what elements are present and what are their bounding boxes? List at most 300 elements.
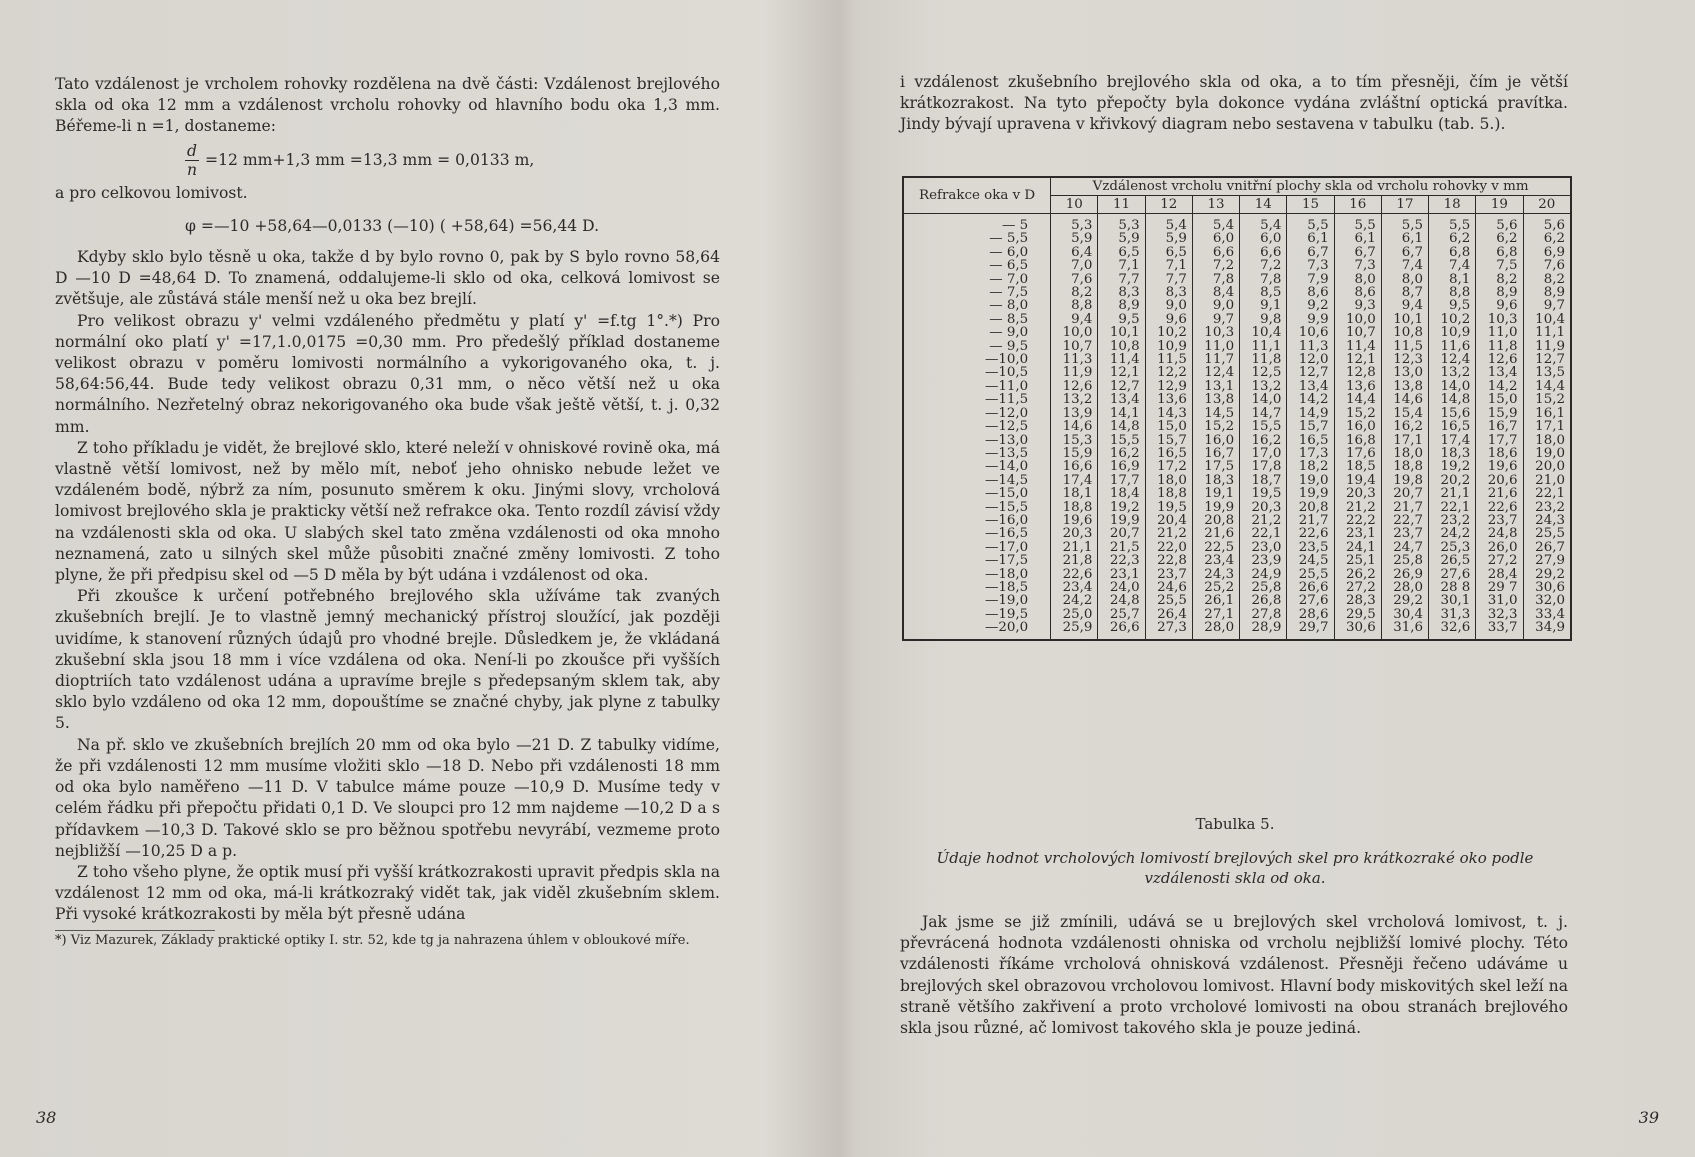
value-cell: 14,2 <box>1476 380 1523 393</box>
value-cell: 5,4 <box>1145 214 1192 233</box>
value-cell: 7,0 <box>1051 259 1098 272</box>
value-cell: 22,0 <box>1145 541 1192 554</box>
value-cell: 29,7 <box>1287 621 1334 639</box>
value-cell: 25,0 <box>1051 608 1098 621</box>
value-cell: 7,2 <box>1240 259 1287 272</box>
value-cell: 21,5 <box>1098 541 1145 554</box>
paragraph: i vzdálenost zkušebního brejlového skla od oka, a to tím přesněji, čím je větší krátkozrakost. Na tyto přepočty byla dokonce vydána zvláštní optická pravítka. Jindy bývají upravena v křivkový diagram nebo sestavena v tabulku (tab. 5.). <box>900 73 1568 134</box>
value-cell: 11,0 <box>1476 326 1523 339</box>
value-cell: 7,4 <box>1381 259 1428 272</box>
value-cell: 26,0 <box>1476 541 1523 554</box>
value-cell: 19,2 <box>1098 501 1145 514</box>
table-body <box>903 214 1571 640</box>
value-cell: 11,5 <box>1145 353 1192 366</box>
value-cell: 23,7 <box>1145 568 1192 581</box>
value-cell: 28,0 <box>1192 621 1239 639</box>
value-cell: 6,9 <box>1523 246 1571 259</box>
value-cell: 9,1 <box>1240 299 1287 312</box>
value-cell: 18,8 <box>1381 460 1428 473</box>
table-row <box>903 581 1571 594</box>
value-cell: 9,7 <box>1523 299 1571 312</box>
value-cell: 23,1 <box>1098 568 1145 581</box>
refrakce-cell: — 5,5 <box>989 231 1029 247</box>
value-cell: 11,9 <box>1523 340 1571 353</box>
value-cell: 10,6 <box>1287 326 1334 339</box>
value-cell: 25,8 <box>1381 554 1428 567</box>
table-row <box>903 514 1571 527</box>
formula-distance <box>185 142 720 179</box>
value-cell: 21,0 <box>1523 474 1571 487</box>
refrakce-cell: —14,5 <box>984 472 1029 488</box>
value-cell: 19,9 <box>1098 514 1145 527</box>
value-cell: 7,4 <box>1429 259 1476 272</box>
value-cell: 15,9 <box>1051 447 1098 460</box>
value-cell: 32,3 <box>1476 608 1523 621</box>
value-cell: 29,2 <box>1523 568 1571 581</box>
value-cell: 21,6 <box>1192 527 1239 540</box>
value-cell: 20,7 <box>1381 487 1428 500</box>
value-cell: 12,0 <box>1287 353 1334 366</box>
value-cell: 13,1 <box>1192 380 1239 393</box>
value-cell: 8,9 <box>1523 286 1571 299</box>
value-cell: 13,8 <box>1381 380 1428 393</box>
value-cell: 27,2 <box>1334 581 1381 594</box>
value-cell: 23,7 <box>1381 527 1428 540</box>
value-cell: 21,2 <box>1240 514 1287 527</box>
value-cell: 17,0 <box>1240 447 1287 460</box>
value-cell: 9,4 <box>1051 313 1098 326</box>
table-row <box>903 594 1571 607</box>
table-row <box>903 366 1571 379</box>
value-cell: 10,8 <box>1098 340 1145 353</box>
value-cell: 10,3 <box>1476 313 1523 326</box>
paragraph: Pro velikost obrazu y' velmi vzdáleného předmětu y platí y' =f.tg 1°.*) Pro normální oko platí y' =17,1.0,0175 =0,30 mm. Pro předešlý příklad dostaneme velikost obrazu v poměru lomivosti normálního a vykorigovaného oka, t. j. 58,64:56,44. Bude tedy velikost obrazu 0,31 mm, o něco větší než u oka normálního. Nezřetelný obraz nekorigovaného oka bude však ještě větší, t. j. 0,32 mm. <box>55 311 720 436</box>
value-cell: 8,9 <box>1476 286 1523 299</box>
value-cell: 18,5 <box>1334 460 1381 473</box>
value-cell: 25,5 <box>1287 568 1334 581</box>
value-cell: 16,2 <box>1098 447 1145 460</box>
table-row <box>903 568 1571 581</box>
table-row <box>903 447 1571 460</box>
value-cell: 12,9 <box>1145 380 1192 393</box>
value-cell: 12,6 <box>1476 353 1523 366</box>
corner-header: Refrakce oka v D <box>903 177 1051 214</box>
refrakce-cell: —14,0 <box>984 459 1029 475</box>
value-cell: 28,3 <box>1334 594 1381 607</box>
column-header: 13 <box>1192 196 1239 214</box>
value-cell: 27,8 <box>1240 608 1287 621</box>
right-body-text <box>900 912 1568 1039</box>
refrakce-cell: — 8,0 <box>989 298 1029 314</box>
value-cell: 6,1 <box>1334 232 1381 245</box>
value-cell: 10,7 <box>1051 340 1098 353</box>
value-cell: 19,4 <box>1334 474 1381 487</box>
value-cell: 13,8 <box>1192 393 1239 406</box>
table-row <box>903 420 1571 433</box>
value-cell: 12,7 <box>1287 366 1334 379</box>
value-cell: 19,9 <box>1287 487 1334 500</box>
value-cell: 26,7 <box>1523 541 1571 554</box>
value-cell: 10,9 <box>1429 326 1476 339</box>
value-cell: 21,2 <box>1334 501 1381 514</box>
value-cell: 7,1 <box>1098 259 1145 272</box>
refrakce-cell: — 5 <box>1002 218 1029 233</box>
value-cell: 16,2 <box>1381 420 1428 433</box>
value-cell: 19,8 <box>1381 474 1428 487</box>
value-cell: 30,1 <box>1429 594 1476 607</box>
footnote: *) Viz Mazurek, Základy praktické optiky I. str. 52, kde tg ja nahrazena úhlem v obloukové míře. <box>55 932 690 948</box>
column-header: 20 <box>1523 196 1571 214</box>
value-cell: 26,9 <box>1381 568 1428 581</box>
value-cell: 11,5 <box>1381 340 1428 353</box>
value-cell: 6,1 <box>1381 232 1428 245</box>
value-cell: 11,8 <box>1476 340 1523 353</box>
value-cell: 8,2 <box>1051 286 1098 299</box>
value-cell: 24,8 <box>1098 594 1145 607</box>
value-cell: 14,0 <box>1240 393 1287 406</box>
value-cell: 8,2 <box>1476 273 1523 286</box>
value-cell: 16,9 <box>1098 460 1145 473</box>
value-cell: 5,9 <box>1145 232 1192 245</box>
value-cell: 26,6 <box>1287 581 1334 594</box>
data-table <box>902 176 1572 641</box>
value-cell: 15,3 <box>1051 434 1098 447</box>
value-cell: 8,5 <box>1240 286 1287 299</box>
table-description: Údaje hodnot vrcholových lomivostí brejlových skel pro krátkozraké oko podle vzdálenosti skla od oka. <box>936 849 1534 887</box>
value-cell: 23,1 <box>1334 527 1381 540</box>
value-cell: 24,5 <box>1287 554 1334 567</box>
value-cell: 9,9 <box>1287 313 1334 326</box>
value-cell: 26,8 <box>1240 594 1287 607</box>
value-cell: 6,8 <box>1429 246 1476 259</box>
value-cell: 30,6 <box>1334 621 1381 639</box>
column-header: 19 <box>1476 196 1523 214</box>
value-cell: 13,5 <box>1523 366 1571 379</box>
value-cell: 17,5 <box>1192 460 1239 473</box>
value-cell: 8,7 <box>1381 286 1428 299</box>
value-cell: 24,0 <box>1098 581 1145 594</box>
table-row <box>903 460 1571 473</box>
value-cell: 7,3 <box>1287 259 1334 272</box>
value-cell: 13,2 <box>1051 393 1098 406</box>
column-header: 18 <box>1429 196 1476 214</box>
value-cell: 33,7 <box>1476 621 1523 639</box>
value-cell: 9,2 <box>1287 299 1334 312</box>
value-cell: 10,2 <box>1429 313 1476 326</box>
table-row <box>903 340 1571 353</box>
paragraph: Tato vzdálenost je vrcholem rohovky rozdělena na dvě části: Vzdálenost brejlového skla od oka 12 mm a vzdálenost vrcholu rohovky od hlavního bodu oka 1,3 mm. Béřeme-li n =1, dostaneme: <box>55 75 720 136</box>
value-cell: 11,7 <box>1192 353 1239 366</box>
value-cell: 16,8 <box>1334 434 1381 447</box>
value-cell: 22,3 <box>1098 554 1145 567</box>
value-cell: 14,8 <box>1098 420 1145 433</box>
value-cell: 31,3 <box>1429 608 1476 621</box>
value-cell: 19,0 <box>1287 474 1334 487</box>
value-cell: 22,1 <box>1429 501 1476 514</box>
table-row <box>903 214 1571 233</box>
value-cell: 18,2 <box>1287 460 1334 473</box>
value-cell: 9,8 <box>1240 313 1287 326</box>
table-row <box>903 474 1571 487</box>
value-cell: 16,7 <box>1476 420 1523 433</box>
value-cell: 5,3 <box>1051 214 1098 233</box>
value-cell: 18,3 <box>1192 474 1239 487</box>
value-cell: 14,6 <box>1381 393 1428 406</box>
refrakce-cell: —13,0 <box>984 432 1029 448</box>
value-cell: 12,1 <box>1334 353 1381 366</box>
value-cell: 12,6 <box>1051 380 1098 393</box>
column-header: 11 <box>1098 196 1145 214</box>
value-cell: 16,1 <box>1523 407 1571 420</box>
value-cell: 16,2 <box>1240 434 1287 447</box>
value-cell: 8,0 <box>1381 273 1428 286</box>
value-cell: 25,2 <box>1192 581 1239 594</box>
value-cell: 9,5 <box>1098 313 1145 326</box>
value-cell: 15,0 <box>1476 393 1523 406</box>
table-title: Tabulka 5. <box>1195 815 1275 833</box>
value-cell: 5,6 <box>1523 214 1571 233</box>
value-cell: 9,5 <box>1429 299 1476 312</box>
value-cell: 10,1 <box>1381 313 1428 326</box>
value-cell: 20,3 <box>1051 527 1098 540</box>
value-cell: 8,0 <box>1334 273 1381 286</box>
value-cell: 27,9 <box>1523 554 1571 567</box>
value-cell: 24,7 <box>1381 541 1428 554</box>
value-cell: 6,2 <box>1476 232 1523 245</box>
value-cell: 21,1 <box>1429 487 1476 500</box>
value-cell: 10,9 <box>1145 340 1192 353</box>
value-cell: 20,0 <box>1523 460 1571 473</box>
value-cell: 29,2 <box>1381 594 1428 607</box>
value-cell: 7,9 <box>1287 273 1334 286</box>
value-cell: 20,3 <box>1334 487 1381 500</box>
refrakce-cell: —13,5 <box>984 445 1029 461</box>
value-cell: 26,4 <box>1145 608 1192 621</box>
value-cell: 26,6 <box>1098 621 1145 639</box>
value-cell: 14,0 <box>1429 380 1476 393</box>
value-cell: 17,4 <box>1051 474 1098 487</box>
right-intro-text <box>900 72 1568 136</box>
value-cell: 17,7 <box>1476 434 1523 447</box>
value-cell: 20,7 <box>1098 527 1145 540</box>
value-cell: 7,8 <box>1240 273 1287 286</box>
value-cell: 8,8 <box>1429 286 1476 299</box>
value-cell: 25,8 <box>1240 581 1287 594</box>
span-header: Vzdálenost vrcholu vnitřní plochy skla od vrcholu rohovky v mm <box>1051 177 1571 196</box>
value-cell: 12,7 <box>1098 380 1145 393</box>
table-row <box>903 527 1571 540</box>
value-cell: 17,8 <box>1240 460 1287 473</box>
value-cell: 15,0 <box>1145 420 1192 433</box>
value-cell: 25,3 <box>1429 541 1476 554</box>
table-row <box>903 407 1571 420</box>
value-cell: 6,1 <box>1287 232 1334 245</box>
value-cell: 18,0 <box>1523 434 1571 447</box>
value-cell: 24,1 <box>1334 541 1381 554</box>
value-cell: 15,7 <box>1145 434 1192 447</box>
value-cell: 13,6 <box>1334 380 1381 393</box>
value-cell: 17,4 <box>1429 434 1476 447</box>
value-cell: 11,4 <box>1098 353 1145 366</box>
value-cell: 16,6 <box>1051 460 1098 473</box>
value-cell: 20,8 <box>1192 514 1239 527</box>
value-cell: 23,2 <box>1523 501 1571 514</box>
value-cell: 19,1 <box>1192 487 1239 500</box>
value-cell: 8,2 <box>1523 273 1571 286</box>
value-cell: 21,2 <box>1145 527 1192 540</box>
refrakce-cell: —15,0 <box>984 486 1029 502</box>
value-cell: 12,3 <box>1381 353 1428 366</box>
value-cell: 26,5 <box>1429 554 1476 567</box>
value-cell: 18,0 <box>1381 447 1428 460</box>
value-cell: 32,6 <box>1429 621 1476 639</box>
table-row <box>903 608 1571 621</box>
value-cell: 22,1 <box>1240 527 1287 540</box>
value-cell: 13,4 <box>1098 393 1145 406</box>
value-cell: 11,6 <box>1429 340 1476 353</box>
value-cell: 14,8 <box>1429 393 1476 406</box>
value-cell: 27,2 <box>1476 554 1523 567</box>
column-header: 10 <box>1051 196 1098 214</box>
table-row <box>903 621 1571 639</box>
page-number: 38 <box>36 1108 57 1127</box>
value-cell: 28 8 <box>1429 581 1476 594</box>
value-cell: 20,2 <box>1429 474 1476 487</box>
value-cell: 6,2 <box>1523 232 1571 245</box>
refrakce-cell: —12,0 <box>984 405 1029 421</box>
value-cell: 31,0 <box>1476 594 1523 607</box>
value-cell: 10,4 <box>1240 326 1287 339</box>
table-row <box>903 232 1571 245</box>
value-cell: 11,8 <box>1240 353 1287 366</box>
paragraph: Z toho příkladu je vidět, že brejlové sklo, které neleží v ohniskové rovině oka, má vlastně větší lomivost, než by mělo mít, neboť jeho ohnisko nebude ležet ve vzdáleném bodě, nýbrž za ním, posunuto směrem k oku. Jinými slovy, vrcholová lomivost brejlového skla je prakticky větší než refrakce oka. Tento rozdíl závisí vždy na vzdálenosti skla od oka. U slabých skel tato změna vzdálenosti od oka mnoho neznamená, zato u silných skel může působiti značné změny lomivosti. Z toho plyne, že při předpisu skel od —5 D měla by být udána i vzdálenost od oka. <box>55 438 720 585</box>
value-cell: 21,7 <box>1381 501 1428 514</box>
fraction-denominator: n <box>186 160 198 179</box>
value-cell: 15,2 <box>1334 407 1381 420</box>
value-cell: 26,1 <box>1192 594 1239 607</box>
refrakce-cell: — 6,0 <box>989 244 1029 260</box>
value-cell: 18,6 <box>1476 447 1523 460</box>
column-header: 16 <box>1334 196 1381 214</box>
formula-lomivost: φ =—10 +58,64—0,0133 (—10) ( +58,64) =56,44 D. <box>185 216 600 235</box>
value-cell: 5,5 <box>1381 214 1428 233</box>
value-cell: 23,0 <box>1240 541 1287 554</box>
value-cell: 30,6 <box>1523 581 1571 594</box>
page-number: 39 <box>1638 1108 1659 1127</box>
value-cell: 7,6 <box>1523 259 1571 272</box>
value-cell: 22,6 <box>1051 568 1098 581</box>
value-cell: 25,9 <box>1051 621 1098 639</box>
value-cell: 8,6 <box>1287 286 1334 299</box>
refrakce-cell: —17,5 <box>984 553 1029 569</box>
value-cell: 12,5 <box>1240 366 1287 379</box>
value-cell: 14,7 <box>1240 407 1287 420</box>
value-cell: 9,6 <box>1145 313 1192 326</box>
value-cell: 19,5 <box>1240 487 1287 500</box>
paragraph: Z toho všeho plyne, že optik musí při vyšší krátkozrakosti upravit předpis skla na vzdálenost 12 mm od oka, má-li krátkozraký vidět tak, jak viděl zkušebním sklem. Při vysoké krátkozrakosti by měla být přesně udána <box>55 862 720 924</box>
value-cell: 16,0 <box>1192 434 1239 447</box>
value-cell: 9,3 <box>1334 299 1381 312</box>
value-cell: 25,7 <box>1098 608 1145 621</box>
value-cell: 23,9 <box>1240 554 1287 567</box>
value-cell: 5,9 <box>1098 232 1145 245</box>
value-cell: 20,8 <box>1287 501 1334 514</box>
table-row <box>903 380 1571 393</box>
refrakce-cell: —19,5 <box>984 606 1029 622</box>
value-cell: 22,2 <box>1334 514 1381 527</box>
value-cell: 9,0 <box>1192 299 1239 312</box>
value-cell: 14,6 <box>1051 420 1098 433</box>
refrakce-cell: —10,0 <box>984 352 1029 368</box>
value-cell: 16,0 <box>1334 420 1381 433</box>
refrakce-cell: —16,5 <box>984 526 1029 542</box>
value-cell: 19,5 <box>1145 501 1192 514</box>
refrakce-cell: — 9,5 <box>989 338 1029 354</box>
value-cell: 24,2 <box>1429 527 1476 540</box>
value-cell: 11,3 <box>1051 353 1098 366</box>
value-cell: 28,0 <box>1381 581 1428 594</box>
value-cell: 27,1 <box>1192 608 1239 621</box>
value-cell: 24,3 <box>1523 514 1571 527</box>
value-cell: 10,0 <box>1334 313 1381 326</box>
value-cell: 8,1 <box>1429 273 1476 286</box>
value-cell: 19,6 <box>1476 460 1523 473</box>
value-cell: 7,2 <box>1192 259 1239 272</box>
table-row <box>903 541 1571 554</box>
value-cell: 19,0 <box>1523 447 1571 460</box>
value-cell: 14,3 <box>1145 407 1192 420</box>
value-cell: 34,9 <box>1523 621 1571 639</box>
value-cell: 18,1 <box>1051 487 1098 500</box>
table-row <box>903 246 1571 259</box>
value-cell: 9,7 <box>1192 313 1239 326</box>
value-cell: 10,7 <box>1334 326 1381 339</box>
value-cell: 20,3 <box>1240 501 1287 514</box>
refrakce-cell: — 8,5 <box>989 311 1029 327</box>
value-cell: 23,4 <box>1192 554 1239 567</box>
value-cell: 12,4 <box>1429 353 1476 366</box>
value-cell: 6,8 <box>1476 246 1523 259</box>
value-cell: 27,6 <box>1287 594 1334 607</box>
value-cell: 10,4 <box>1523 313 1571 326</box>
value-cell: 24,3 <box>1192 568 1239 581</box>
value-cell: 6,2 <box>1429 232 1476 245</box>
right-page <box>850 0 1695 1157</box>
value-cell: 7,7 <box>1098 273 1145 286</box>
refrakce-cell: — 9,0 <box>989 325 1029 341</box>
value-cell: 8,8 <box>1051 299 1098 312</box>
value-cell: 6,0 <box>1240 232 1287 245</box>
paragraph: Jak jsme se již zmínili, udává se u brejlových skel vrcholová lomivost, t. j. převrácená hodnota vzdálenosti ohniska od vrcholu nejbližší lomivé plochy. Této vzdálenosti říkáme vrcholová ohnisková vzdálenost. Přesněji řečeno udáváme u brejlových skel obrazovou vrcholovou lomivost. Hlavní body miskovitých skel leží na straně většího zakřivení a proto vrcholové lomivosti na obou stranách brejlového skla jsou různé, ač lomivost takového skla je pouze jediná. <box>900 913 1568 1038</box>
value-cell: 24,6 <box>1145 581 1192 594</box>
value-cell: 5,5 <box>1334 214 1381 233</box>
value-cell: 18,8 <box>1051 501 1098 514</box>
refrakce-cell: —20,0 <box>984 620 1029 636</box>
value-cell: 5,4 <box>1192 214 1239 233</box>
paragraph: Na př. sklo ve zkušebních brejlích 20 mm od oka bylo —21 D. Z tabulky vidíme, že při vzdálenosti 12 mm musíme vložiti sklo —18 D. Nebo při vzdálenosti 18 mm od oka bylo naměřeno —11 D. V tabulce máme pouze —10,9 D. Musíme tedy v celém řádku při přepočtu přidati 0,1 D. Ve sloupci pro 12 mm najdeme —10,2 D a s přídavkem —10,3 D. Takové sklo se pro běžnou spotřebu nevyrábí, vezmeme proto nejbližší —10,25 D a p. <box>55 735 720 860</box>
value-cell: 31,6 <box>1381 621 1428 639</box>
refrakce-cell: —11,5 <box>984 392 1029 408</box>
footnote-rule <box>55 930 215 931</box>
value-cell: 6,7 <box>1287 246 1334 259</box>
value-cell: 6,5 <box>1145 246 1192 259</box>
table-row <box>903 326 1571 339</box>
value-cell: 7,7 <box>1145 273 1192 286</box>
value-cell: 17,1 <box>1523 420 1571 433</box>
value-cell: 12,1 <box>1098 366 1145 379</box>
value-cell: 12,4 <box>1192 366 1239 379</box>
value-cell: 14,5 <box>1192 407 1239 420</box>
